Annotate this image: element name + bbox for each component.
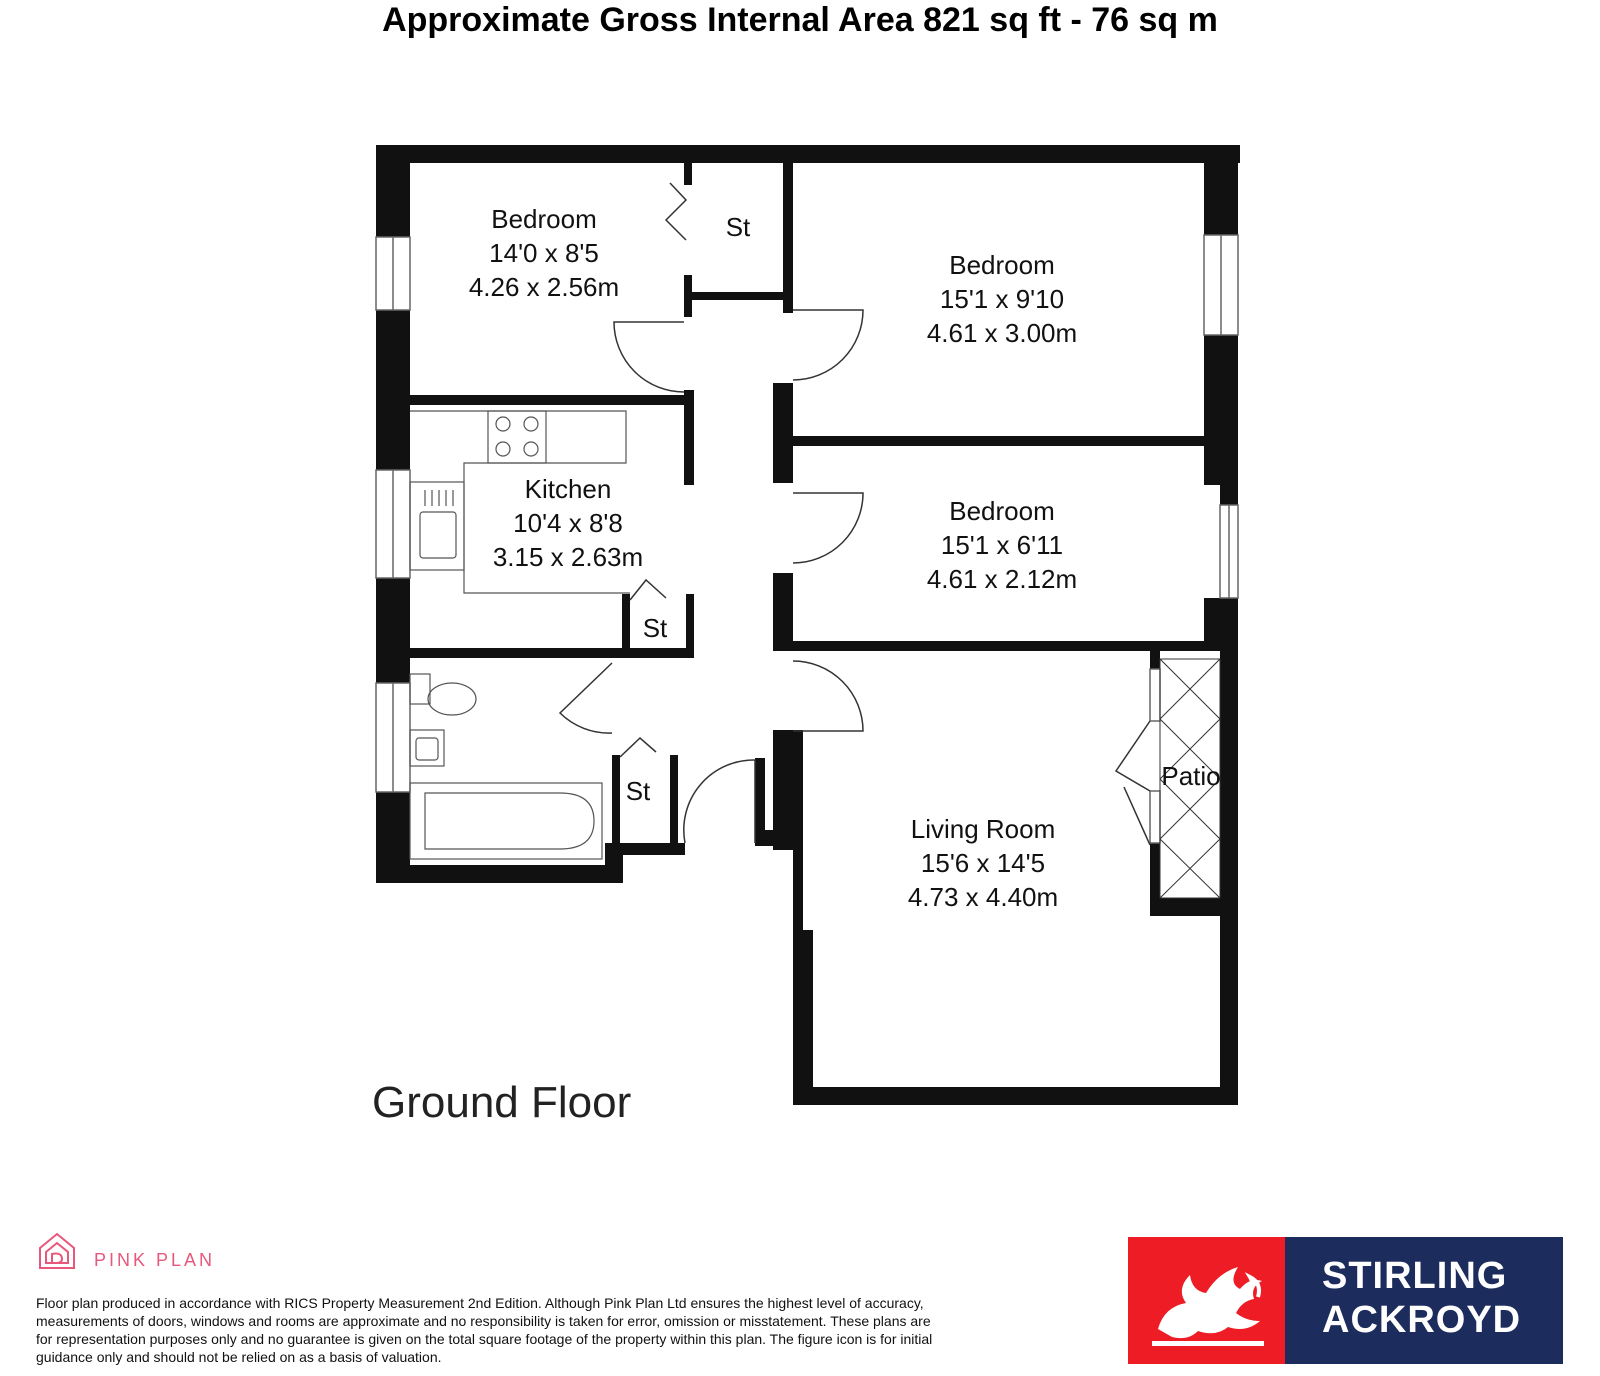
room-size-imperial: 15'1 x 6'11 [940, 530, 1064, 560]
agent-name-panel [1285, 1237, 1563, 1364]
room-name: Kitchen [524, 474, 612, 504]
room-size-metric: 3.15 x 2.63m [492, 542, 644, 572]
storage-label: St [725, 212, 751, 242]
patio-label: Patio [1161, 761, 1221, 791]
floor-label: Ground Floor [372, 1078, 632, 1127]
doors [560, 183, 1150, 845]
room-size-imperial: 14'0 x 8'5 [489, 238, 599, 268]
pink-plan-logo-icon [36, 1230, 78, 1272]
room-living-room [908, 814, 1058, 912]
pink-plan-brand: PINK PLAN [94, 1250, 216, 1270]
griffin-icon [1128, 1237, 1285, 1364]
agent-name-line-1: STIRLING [1322, 1255, 1508, 1297]
room-name: Bedroom [949, 250, 1055, 280]
room-name: Living Room [910, 814, 1056, 844]
agent-logo-panel [1128, 1237, 1285, 1364]
windows [376, 235, 1238, 843]
room-size-metric: 4.73 x 4.40m [907, 882, 1059, 912]
room-size-metric: 4.61 x 3.00m [926, 318, 1078, 348]
room-size-imperial: 10'4 x 8'8 [513, 508, 623, 538]
disclaimer-text: Floor plan produced in accordance with RICS Property Measurement 2nd Edition. Although Pink Plan Ltd ensures the highest level of accuracy, measurements of doors, windows and rooms are approximate and no responsibility is taken for error, omission or misstatement. These plans are for representation purposes only and no guarantee is given on the total square footage of the property within this plan. The figure icon is for initial guidance only and should not be relied on as a basis of valuation. [36, 1295, 933, 1365]
room-size-metric: 4.26 x 2.56m [468, 272, 620, 302]
room-size-imperial: 15'1 x 9'10 [939, 284, 1065, 314]
area-title: Approximate Gross Internal Area 821 sq ft - 76 sq m [382, 1, 1218, 39]
room-bedroom-2 [927, 250, 1077, 348]
agent-name-line-2: ACKROYD [1322, 1299, 1522, 1341]
room-size-metric: 4.61 x 2.12m [926, 564, 1078, 594]
room-name: Bedroom [491, 204, 597, 234]
room-bedroom-1 [469, 204, 619, 302]
room-name: Bedroom [949, 496, 1055, 526]
room-bedroom-3 [927, 496, 1077, 594]
room-kitchen [493, 474, 643, 572]
storage-label: St [625, 776, 651, 806]
bathroom-fittings [410, 674, 602, 859]
storage-label: St [642, 613, 668, 643]
room-size-imperial: 15'6 x 14'5 [920, 848, 1046, 878]
